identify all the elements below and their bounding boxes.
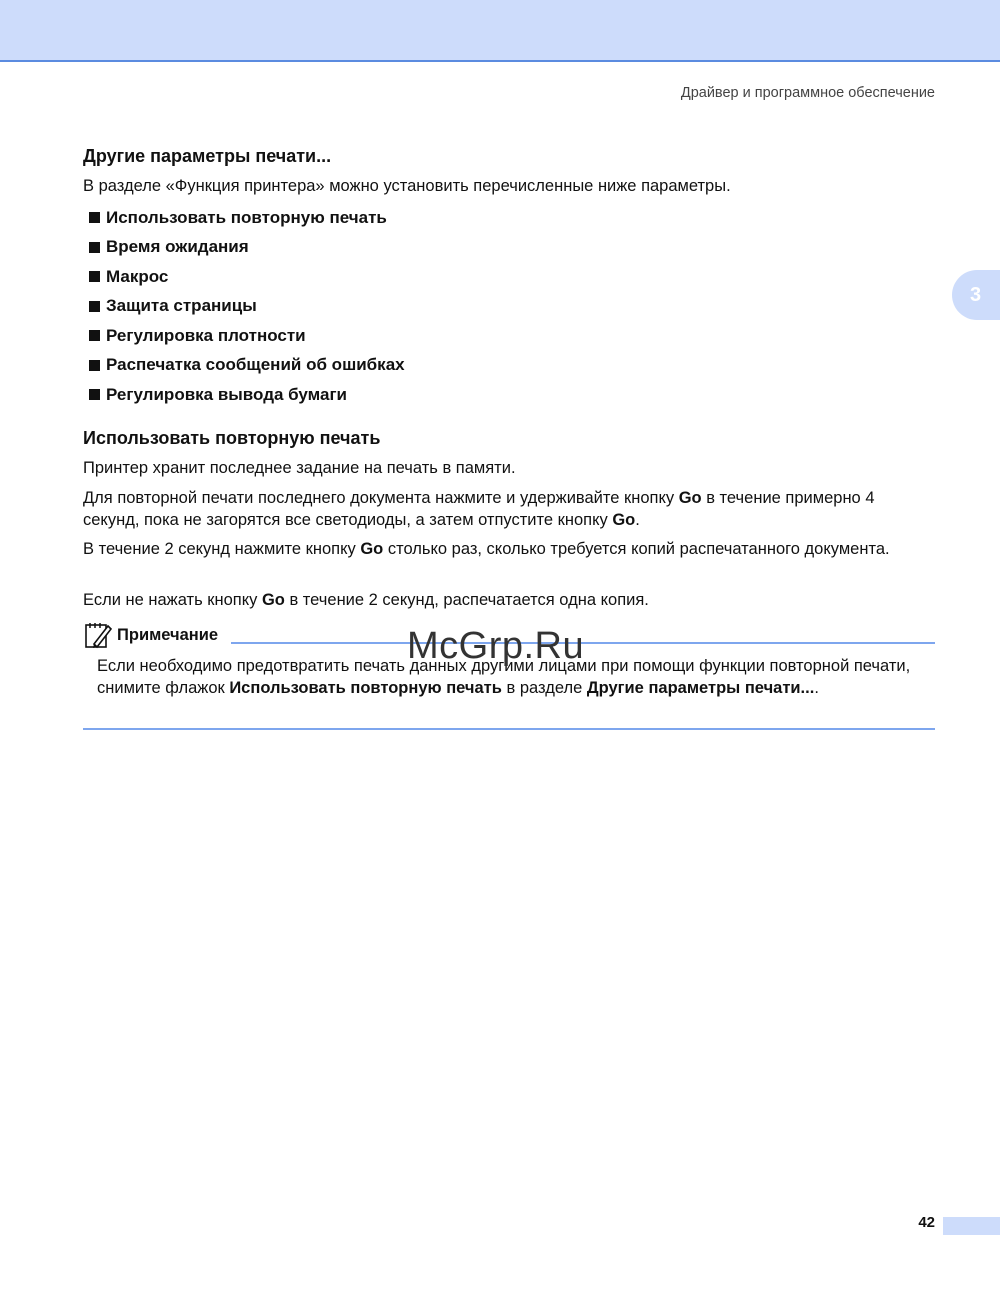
bullet-square-icon [89,389,100,400]
paragraph-3: В течение 2 секунд нажмите кнопку Go столько раз, сколько требуется копий распечатанного документа. [83,540,890,558]
top-header-band [0,0,1000,62]
bullet-square-icon [89,242,100,253]
note-bottom-divider [83,728,935,730]
note-pencil-icon [83,620,113,650]
bullet-square-icon [89,330,100,341]
watermark: McGrp.Ru [407,625,585,667]
note-text: Если необходимо предотвратить печать данных другими лицами при помощи функции повторной печати, снимите флажок Использовать повторную печать в разделе Другие параметры печати.... [97,657,911,697]
paragraph-4: Если не нажать кнопку Go в течение 2 секунд, распечатается одна копия. [83,591,649,609]
running-header: Драйвер и программное обеспечение [680,85,935,101]
list-item: Регулировка плотности [89,321,405,351]
list-item: Распечатка сообщений об ошибках [89,351,405,381]
note-title: Примечание [117,625,219,644]
bullet-square-icon [89,212,100,223]
chapter-tab: 3 [952,270,1000,320]
section-title-reprint: Использовать повторную печать [83,428,381,448]
list-item: Макрос [89,262,405,292]
list-item: Использовать повторную печать [89,203,405,233]
page-number-tab [943,1217,1000,1235]
bullet-square-icon [89,301,100,312]
paragraph-2: Для повторной печати последнего документа нажмите и удерживайте кнопку Go в течение примерно 4 секунд, пока не загорятся все светодиоды, а затем отпустите кнопку Go. [83,489,875,529]
page-number: 42 [918,1214,935,1231]
bullet-square-icon [89,271,100,282]
section-intro: В разделе «Функция принтера» можно установить перечисленные ниже параметры. [83,177,731,195]
paragraph-1: Принтер хранит последнее задание на печать в памяти. [83,459,516,477]
section-title-other-params: Другие параметры печати... [83,146,332,166]
bullet-square-icon [89,360,100,371]
list-item: Защита страницы [89,292,405,322]
list-item: Регулировка вывода бумаги [89,380,405,410]
note-header [83,620,218,650]
params-list [89,203,405,410]
list-item: Время ожидания [89,233,405,263]
